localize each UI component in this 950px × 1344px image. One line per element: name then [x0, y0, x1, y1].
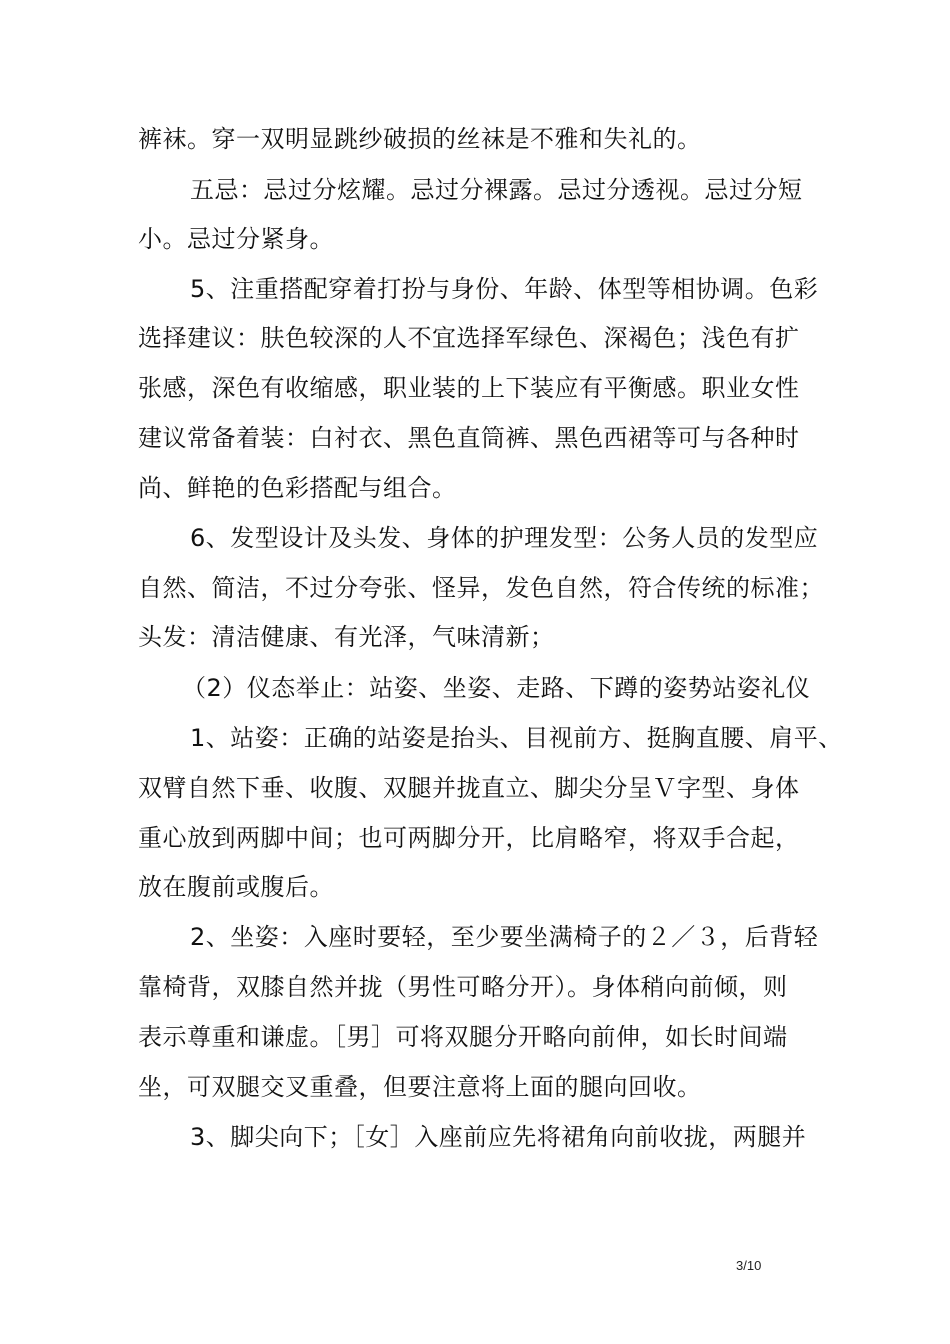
- text-line: 重心放到两脚中间；也可两脚分开，比肩略窄，将双手合起，: [138, 824, 800, 852]
- text-line: 坐，可双腿交叉重叠，但要注意将上面的腿向回收。: [138, 1073, 702, 1101]
- text-line: 双臂自然下垂、收腹、双腿并拢直立、脚尖分呈Ｖ字型、身体: [138, 774, 800, 802]
- text-line: 五忌：忌过分炫耀。忌过分裸露。忌过分透视。忌过分短: [190, 176, 803, 204]
- page-number: 3/10: [736, 1258, 762, 1273]
- text-line: 裤袜。穿一双明显跳纱破损的丝袜是不雅和失礼的。: [138, 125, 702, 153]
- text-line: 3、脚尖向下；［女］入座前应先将裙角向前收拢，两腿并: [190, 1123, 807, 1151]
- text-line: 建议常备着装：白衬衣、黑色直筒裤、黑色西裙等可与各种时: [138, 424, 800, 452]
- text-line: 自然、简洁，不过分夸张、怪异，发色自然，符合传统的标准；: [138, 574, 824, 602]
- text-line: 张感，深色有收缩感，职业装的上下装应有平衡感。职业女性: [138, 374, 800, 402]
- text-line: 尚、鲜艳的色彩搭配与组合。: [138, 474, 457, 502]
- text-line: 靠椅背，双膝自然并拢（男性可略分开）。身体稍向前倾，则: [138, 973, 788, 1001]
- text-line: 选择建议：肤色较深的人不宜选择军绿色、深褐色；浅色有扩: [138, 324, 800, 352]
- text-line: 头发：清洁健康、有光泽，气味清新；: [138, 623, 555, 651]
- text-line: （2）仪态举止：站姿、坐姿、走路、下蹲的姿势站姿礼仪: [182, 674, 811, 702]
- text-line: 表示尊重和谦虚。［男］可将双腿分开略向前伸，如长时间端: [138, 1023, 788, 1051]
- text-line: 放在腹前或腹后。: [138, 873, 334, 901]
- text-line: 6、发型设计及头发、身体的护理发型：公务人员的发型应: [190, 524, 819, 552]
- text-line: 5、注重搭配穿着打扮与身份、年龄、体型等相协调。色彩: [190, 275, 819, 303]
- text-line: 小。忌过分紧身。: [138, 225, 334, 253]
- text-line: 2、坐姿：入座时要轻，至少要坐满椅子的２／３，后背轻: [190, 923, 819, 951]
- text-line: 1、站姿：正确的站姿是抬头、目视前方、挺胸直腰、肩平、: [190, 724, 843, 752]
